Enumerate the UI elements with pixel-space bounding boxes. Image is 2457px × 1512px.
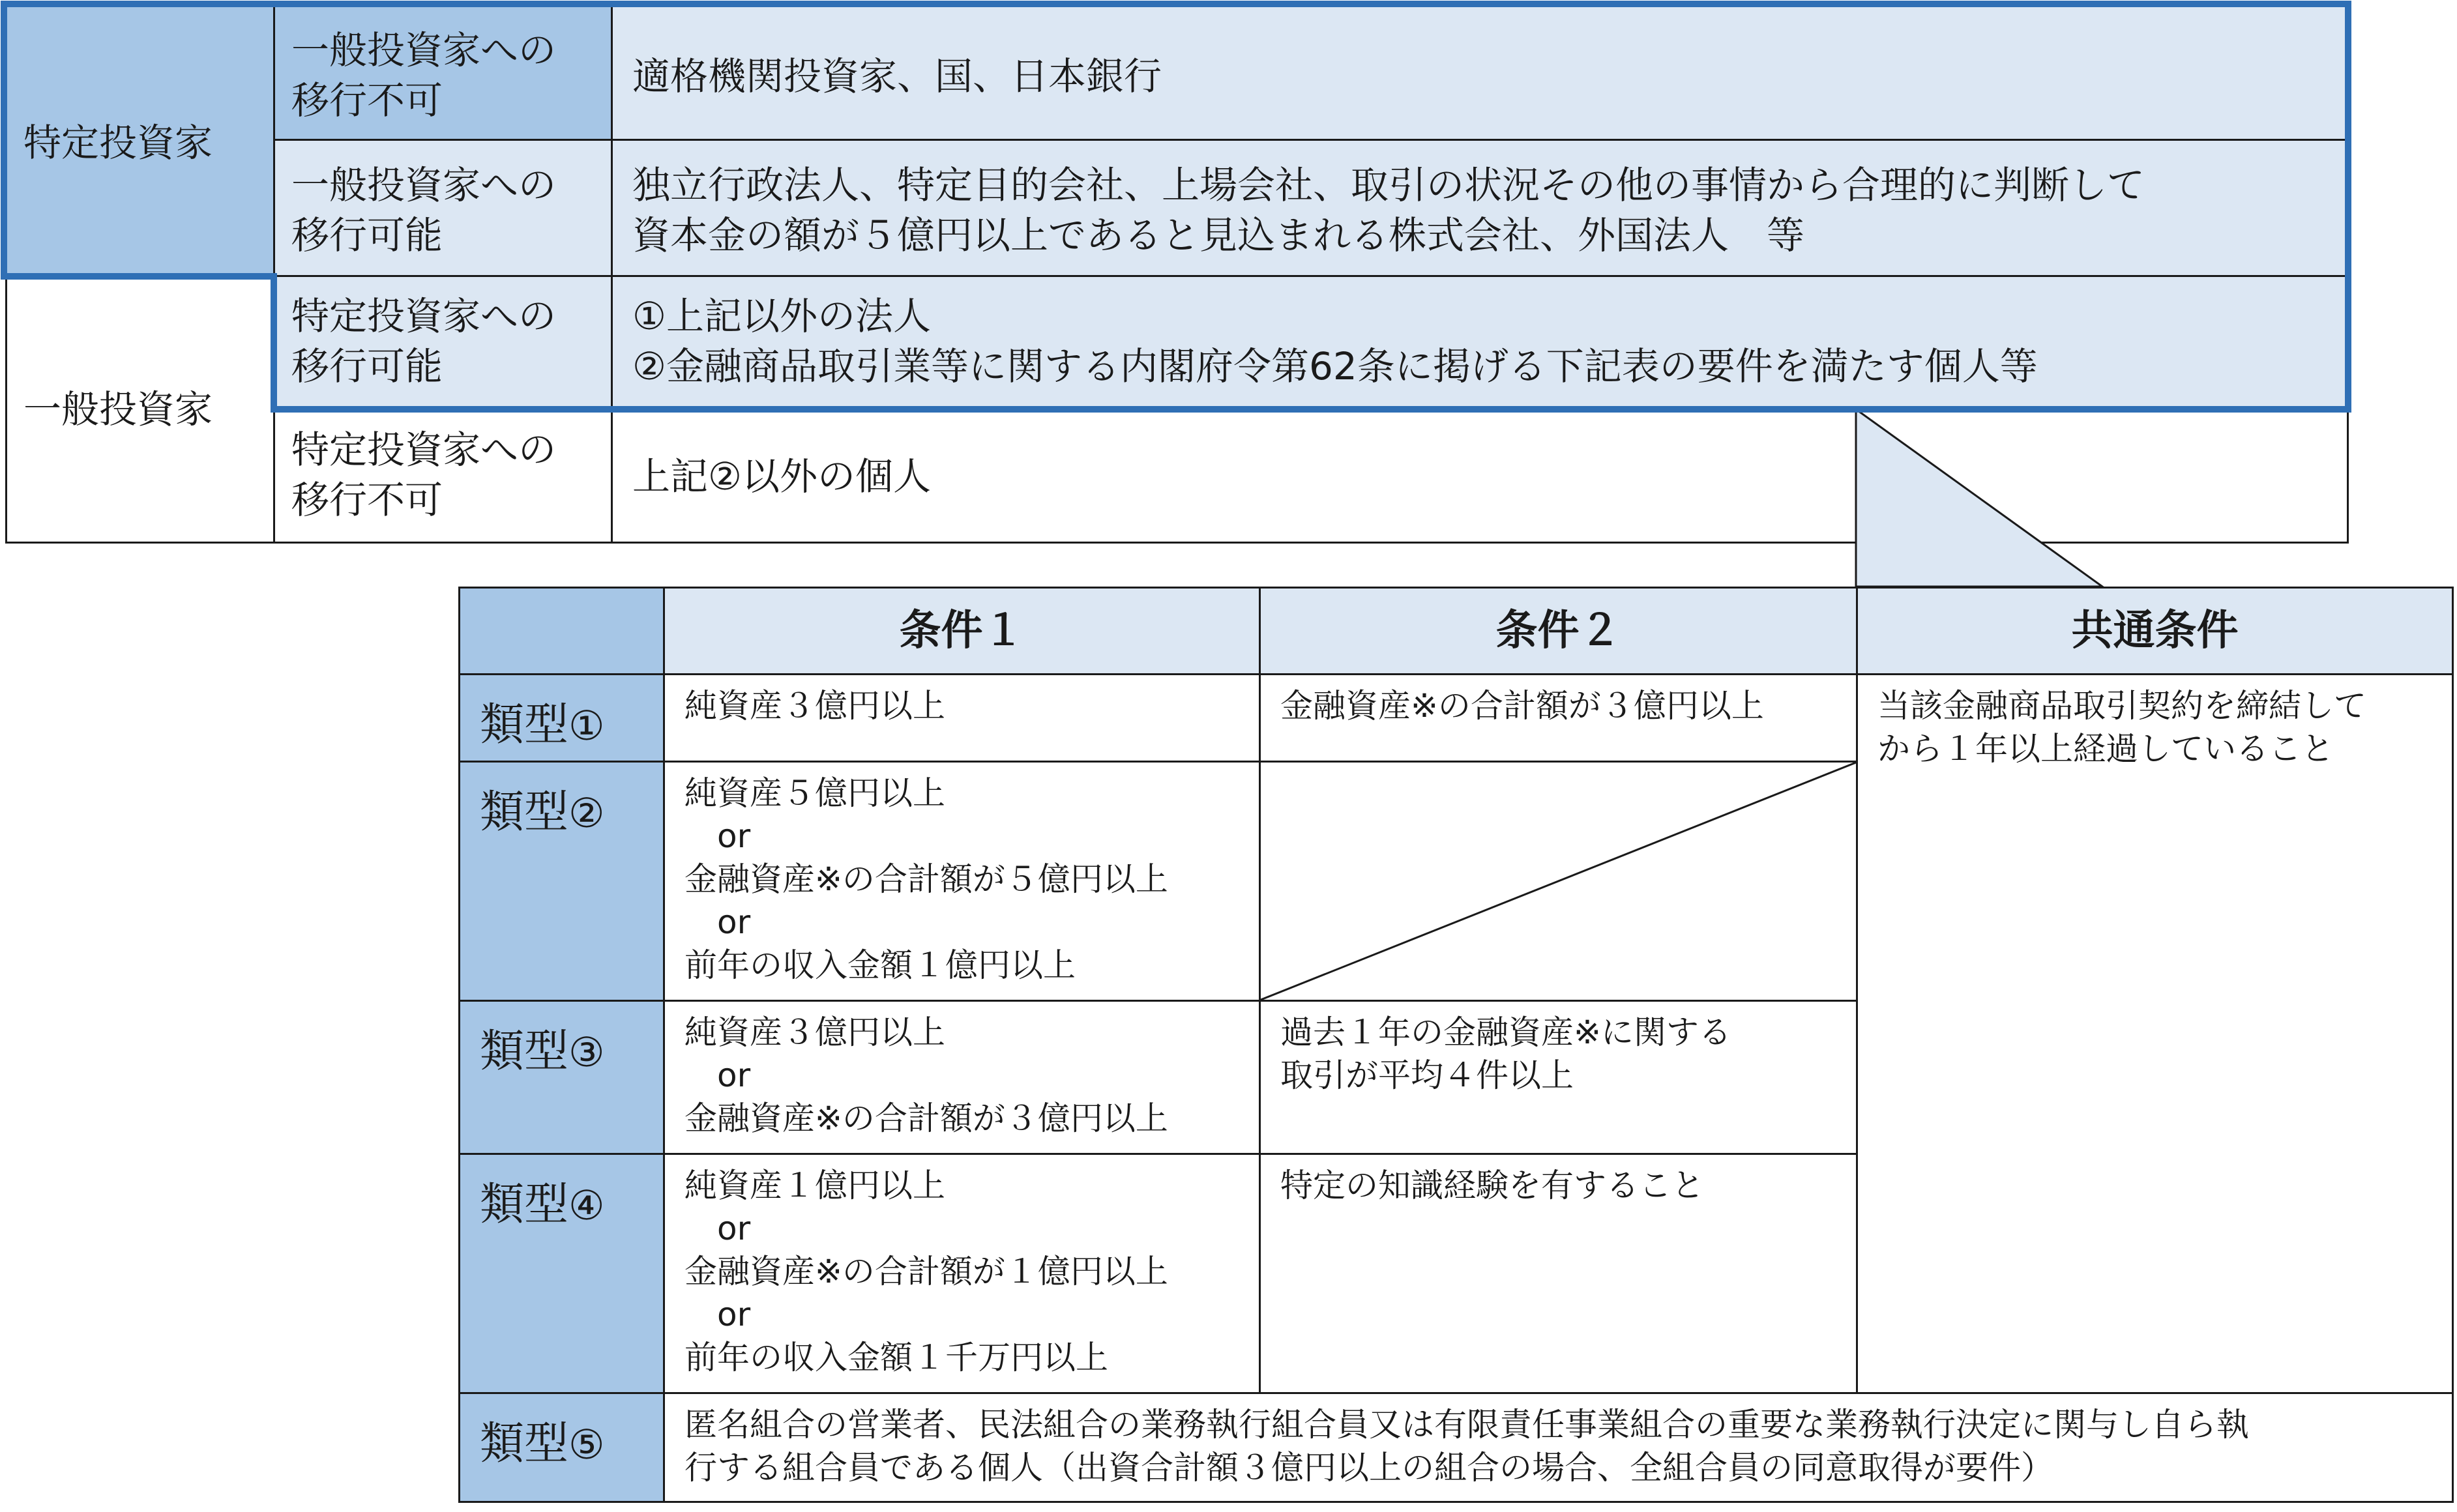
- subcategory-line2: 移行不可: [291, 78, 443, 123]
- description-cell: [611, 409, 2349, 544]
- common-condition-line1: 当該金融商品取引契約を締結して: [1877, 687, 2366, 725]
- category-tokutei: [5, 5, 275, 277]
- description-line1: 上記②以外の個人: [632, 454, 931, 499]
- subcategory-line1: 一般投資家への: [291, 28, 557, 72]
- subcategory-line2: 移行可能: [291, 213, 443, 257]
- header-common: [1856, 587, 2454, 675]
- description-line2: ②金融商品取引業等に関する内閣府令第62条に掲げる下記表の要件を満たす個人等: [632, 344, 2038, 388]
- subcategory-cell: [273, 275, 613, 411]
- cond1-cell: [663, 1153, 1261, 1394]
- cond1-cell: [663, 673, 1261, 763]
- cond1-line: 前年の収入金額１千万円以上: [684, 1339, 1108, 1376]
- merged-condition-line: 行する組合員である個人（出資合計額３億円以上の組合の場合、全組合員の同意取得が要件）: [684, 1449, 2053, 1487]
- cond1-line: 金融資産※の合計額が５億円以上: [684, 860, 1168, 898]
- description-line1: ①上記以外の法人: [632, 294, 931, 338]
- type-label-cell: [458, 1153, 665, 1394]
- description-cell: [611, 139, 2349, 277]
- cond1-line: 金融資産※の合計額が１億円以上: [684, 1253, 1168, 1290]
- type-label-cell: [458, 673, 665, 763]
- type-label: 類型②: [480, 787, 605, 838]
- cond1-line: or: [684, 903, 751, 941]
- header-cond1-label: 条件１: [899, 607, 1025, 655]
- cond2-line: 金融資産※の合計額が３億円以上: [1280, 687, 1764, 725]
- cond2-cell-empty: [1259, 761, 1858, 1002]
- merged-condition-cell: [663, 1392, 2454, 1503]
- subcategory-line1: 一般投資家への: [291, 163, 557, 207]
- cond1-line: 前年の収入金額１億円以上: [684, 946, 1076, 984]
- subcategory-line2: 移行可能: [291, 344, 443, 388]
- description-line1: 適格機関投資家、国、日本銀行: [632, 54, 1162, 98]
- header-cond1: [663, 587, 1261, 675]
- description-line1: 独立行政法人、特定目的会社、上場会社、取引の状況その他の事情から合理的に判断して: [632, 163, 2145, 207]
- subcategory-line2: 移行不可: [291, 478, 443, 522]
- cond2-line: 取引が平均４件以上: [1280, 1056, 1574, 1094]
- cond2-cell: [1259, 1000, 1858, 1155]
- cond1-line: 純資産１億円以上: [684, 1167, 945, 1204]
- cond1-line: 純資産３億円以上: [684, 1013, 945, 1051]
- common-condition-line2: から１年以上経過していること: [1877, 730, 2334, 768]
- subcategory-cell: [273, 5, 613, 141]
- type-label-cell: [458, 1000, 665, 1155]
- category-ippan: [5, 275, 275, 544]
- cond1-line: 金融資産※の合計額が３億円以上: [684, 1099, 1168, 1137]
- cond1-cell: [663, 761, 1261, 1002]
- type-label: 類型⑤: [480, 1418, 605, 1470]
- type-label: 類型①: [480, 699, 605, 751]
- cond1-cell: [663, 1000, 1261, 1155]
- category-tokutei-label: 特定投資家: [23, 121, 213, 165]
- type-label-cell: [458, 1392, 665, 1503]
- empty-cell-diagonal: [1261, 763, 1856, 1000]
- cond2-line: 過去１年の金融資産※に関する: [1280, 1013, 1731, 1051]
- cond2-cell: [1259, 1153, 1858, 1394]
- cond1-line: 純資産３億円以上: [684, 687, 945, 725]
- category-ippan-label: 一般投資家: [23, 387, 213, 431]
- cond2-cell: [1259, 673, 1858, 763]
- header-cond2-label: 条件２: [1495, 607, 1621, 655]
- subcategory-line1: 特定投資家への: [291, 428, 557, 472]
- merged-condition-line: 匿名組合の営業者、民法組合の業務執行組合員又は有限責任事業組合の重要な業務執行決定に関与し自ら執: [684, 1406, 2249, 1444]
- cond1-line: or: [684, 1056, 751, 1094]
- type-label: 類型④: [480, 1179, 605, 1230]
- header-common-label: 共通条件: [2071, 607, 2239, 655]
- subcategory-cell: [273, 409, 613, 544]
- type-label-cell: [458, 761, 665, 1002]
- cond1-line: or: [684, 817, 751, 855]
- description-cell: [611, 275, 2349, 411]
- header-cond2: [1259, 587, 1858, 675]
- cond1-line: 純資産５億円以上: [684, 774, 945, 812]
- type-label: 類型③: [480, 1026, 605, 1077]
- description-line2: 資本金の額が５億円以上であると見込まれる株式会社、外国法人 等: [632, 213, 1805, 257]
- subcategory-cell: [273, 139, 613, 277]
- header-corner: [458, 587, 665, 675]
- subcategory-line1: 特定投資家への: [291, 294, 557, 338]
- common-condition-cell: [1856, 673, 2454, 1394]
- description-cell: [611, 5, 2349, 141]
- cond1-line: or: [684, 1296, 751, 1333]
- cond1-line: or: [684, 1210, 751, 1247]
- cond2-line: 特定の知識経験を有すること: [1280, 1167, 1704, 1204]
